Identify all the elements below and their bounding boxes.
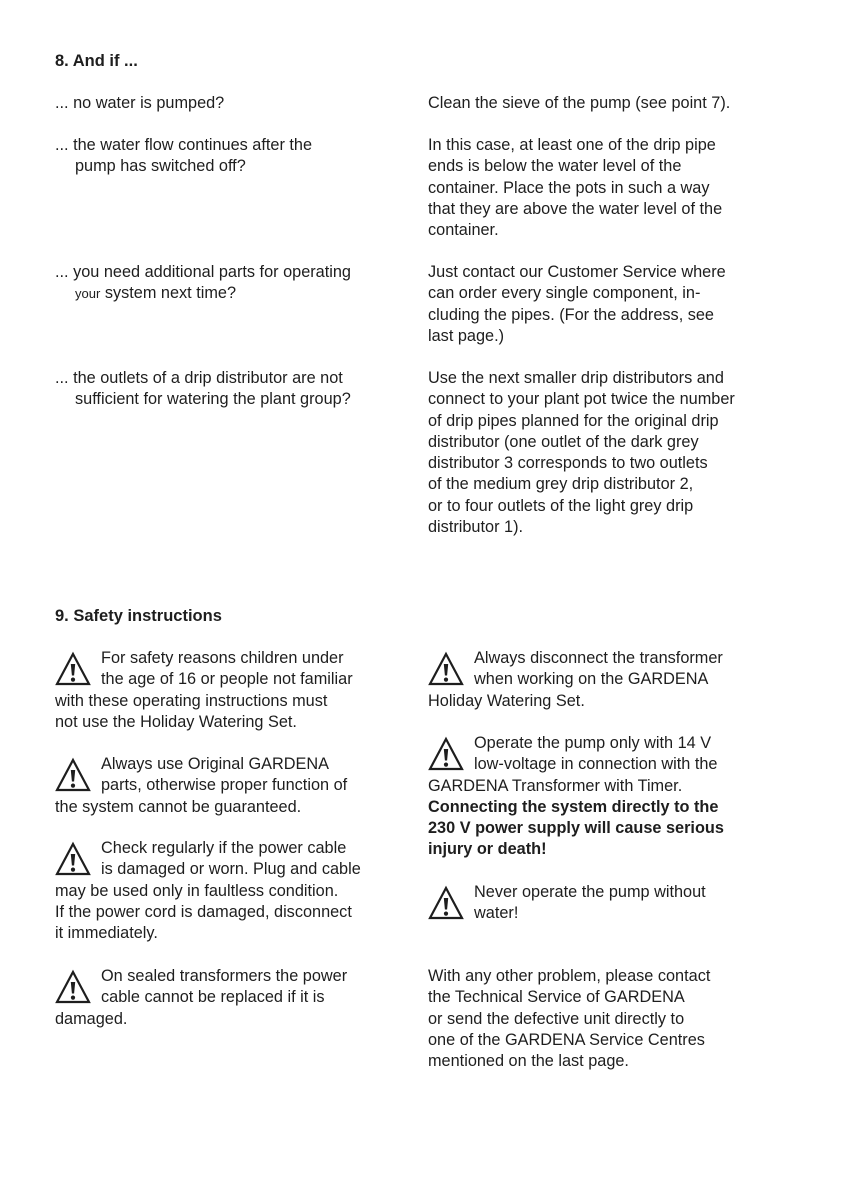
safety-note-body: the system cannot be guaranteed. (55, 797, 302, 816)
safety-note-line: Always use Original GARDENA (101, 755, 330, 773)
safety-note-body: may be used only in faultless condition. If the power cord is damaged, disconnect it immediately. (55, 881, 352, 943)
safety-note-line: water! (474, 904, 519, 923)
warning-triangle-icon (55, 969, 91, 1005)
warning-triangle-icon (428, 651, 464, 687)
safety-note-disconnect (428, 648, 798, 712)
section-9-heading: 9. Safety instructions (55, 607, 222, 625)
safety-note-line: Never operate the pump without (474, 883, 706, 901)
safety-note-line: when working on the GARDENA (474, 670, 709, 689)
safety-note-line: low-voltage in connection with the (474, 755, 718, 774)
answer-2: In this case, at least one of the drip pipe ends is below the water level of the container. Place the pots in such a way that they are above the water level of the container. (428, 136, 723, 240)
safety-note-line: parts, otherwise proper function of (101, 776, 348, 795)
warning-triangle-icon (428, 885, 464, 921)
question-3-prefix: ... you need additional parts for operating (55, 263, 351, 281)
safety-note-body: with these operating instructions must not use the Holiday Watering Set. (55, 691, 328, 731)
answer-3: Just contact our Customer Service where can order every single component, in- cluding the pipes. (For the address, see last page.) (428, 263, 726, 345)
question-1: ... no water is pumped? (55, 94, 225, 112)
question-3-rest: system next time? (100, 284, 237, 303)
warning-triangle-icon (55, 651, 91, 687)
safety-note-power-cable (55, 838, 425, 944)
safety-note-line: Check regularly if the power cable (101, 839, 347, 857)
question-2: ... the water flow continues after the pump has switched off? (55, 136, 313, 176)
safety-note-original-parts (55, 754, 425, 818)
safety-note-line: cable cannot be replaced if it is (101, 988, 325, 1007)
answer-1: Clean the sieve of the pump (see point 7). (428, 94, 731, 112)
warning-triangle-icon (428, 736, 464, 772)
safety-note-low-voltage (428, 733, 798, 861)
safety-danger-warning: Connecting the system directly to the 230 V power supply will cause serious injury or death! (428, 797, 724, 859)
question-3 (55, 262, 435, 305)
safety-note-children (55, 648, 425, 733)
question-4: ... the outlets of a drip distributor are not sufficient for watering the plant group? (55, 369, 351, 409)
answer-4: Use the next smaller drip distributors and connect to your plant pot twice the number of drip pipes planned for the original drip distributor (one outlet of the dark grey distributor 3 corresponds to two outlets of the medium grey drip distributor 2, or to four outlets of the light grey drip distributor 1). (428, 369, 735, 537)
safety-note-body: GARDENA Transformer with Timer. (428, 776, 683, 795)
safety-note-line: the age of 16 or people not familiar (101, 670, 353, 689)
closing-paragraph: With any other problem, please contact the Technical Service of GARDENA or send the defective unit directly to one of the GARDENA Service Centres mentioned on the last page. (428, 967, 711, 1071)
safety-note-line: On sealed transformers the power (101, 967, 348, 985)
safety-note-body: damaged. (55, 1009, 128, 1028)
warning-triangle-icon (55, 841, 91, 877)
question-3-small: your (75, 286, 101, 302)
safety-note-sealed-transformer (55, 966, 425, 1030)
safety-note-line: is damaged or worn. Plug and cable (101, 860, 361, 879)
safety-note-line: For safety reasons children under (101, 649, 344, 667)
safety-note-line: Operate the pump only with 14 V (474, 734, 712, 752)
warning-triangle-icon (55, 757, 91, 793)
safety-note-body: Holiday Watering Set. (428, 691, 585, 710)
safety-note-line: Always disconnect the transformer (474, 649, 723, 667)
safety-note-no-water (428, 882, 798, 925)
section-8-heading: 8. And if ... (55, 52, 138, 70)
